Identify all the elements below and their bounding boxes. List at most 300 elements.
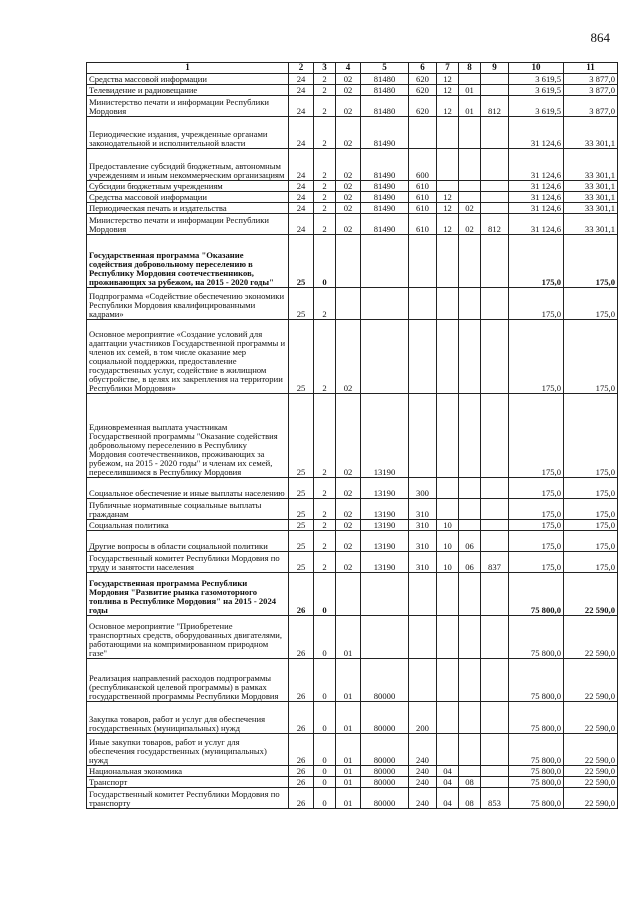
budget-table [86, 62, 618, 809]
table-cell: 25 [289, 531, 314, 552]
table-cell: 24 [289, 74, 314, 85]
table-cell [481, 734, 509, 766]
column-header-2: 2 [289, 63, 314, 74]
table-cell: 81490 [361, 214, 409, 235]
row-name-cell: Основное мероприятие "Приобретение транспортных средств, оборудованных двигателями, работающими на компримированном природном газе" [87, 616, 289, 659]
table-cell: 837 [481, 552, 509, 573]
row-name-cell: Государственный комитет Республики Мордовия по транспорту [87, 788, 289, 809]
row-name-cell: Транспорт [87, 777, 289, 788]
table-row [87, 192, 618, 203]
table-cell: 13190 [361, 531, 409, 552]
row-name-cell: Средства массовой информации [87, 192, 289, 203]
table-row [87, 74, 618, 85]
table-cell: 75 800,0 [509, 788, 564, 809]
table-cell [409, 573, 437, 616]
table-cell: 12 [437, 192, 459, 203]
table-cell: 0 [314, 734, 336, 766]
table-cell [459, 74, 481, 85]
table-cell [437, 394, 459, 478]
table-cell: 01 [336, 616, 361, 659]
row-name-cell: Реализация направлений расходов подпрограммы (республиканской целевой программы) в рамках государственной программы Республики Мордовия [87, 659, 289, 702]
table-row [87, 394, 618, 478]
table-cell [409, 616, 437, 659]
table-cell: 31 124,6 [509, 214, 564, 235]
table-cell: 175,0 [564, 320, 618, 394]
table-cell: 812 [481, 214, 509, 235]
table-cell: 310 [409, 531, 437, 552]
table-cell: 81490 [361, 203, 409, 214]
table-cell [481, 149, 509, 181]
table-cell: 2 [314, 552, 336, 573]
table-cell: 0 [314, 777, 336, 788]
row-name-cell: Предоставление субсидий бюджетным, автономным учреждениям и иным некоммерческим организациям [87, 149, 289, 181]
table-cell: 33 301,1 [564, 214, 618, 235]
table-cell: 08 [459, 788, 481, 809]
table-cell: 22 590,0 [564, 659, 618, 702]
table-cell: 13190 [361, 394, 409, 478]
table-cell: 25 [289, 394, 314, 478]
table-cell [437, 181, 459, 192]
table-cell: 0 [314, 766, 336, 777]
table-cell: 24 [289, 203, 314, 214]
table-cell: 175,0 [509, 478, 564, 499]
table-cell: 75 800,0 [509, 766, 564, 777]
table-cell: 3 619,5 [509, 74, 564, 85]
table-cell [409, 394, 437, 478]
table-cell [481, 766, 509, 777]
table-row [87, 181, 618, 192]
table-cell: 81480 [361, 96, 409, 117]
table-cell: 25 [289, 552, 314, 573]
table-cell [481, 531, 509, 552]
table-cell: 22 590,0 [564, 766, 618, 777]
table-cell: 600 [409, 149, 437, 181]
table-cell [459, 394, 481, 478]
table-cell [437, 573, 459, 616]
table-cell: 75 800,0 [509, 659, 564, 702]
table-cell: 0 [314, 702, 336, 734]
column-header-10: 10 [509, 63, 564, 74]
table-cell: 200 [409, 702, 437, 734]
table-cell: 0 [314, 659, 336, 702]
table-cell [459, 520, 481, 531]
column-header-1: 1 [87, 63, 289, 74]
table-cell: 2 [314, 74, 336, 85]
row-name-cell: Телевидение и радиовещание [87, 85, 289, 96]
table-cell: 10 [437, 531, 459, 552]
table-cell: 175,0 [509, 235, 564, 288]
table-cell: 01 [336, 788, 361, 809]
table-cell: 300 [409, 478, 437, 499]
table-cell: 26 [289, 788, 314, 809]
table-cell [459, 766, 481, 777]
table-row [87, 552, 618, 573]
table-cell: 81490 [361, 117, 409, 149]
table-cell: 24 [289, 214, 314, 235]
table-cell: 10 [437, 520, 459, 531]
table-cell [409, 288, 437, 320]
table-cell [437, 149, 459, 181]
table-cell: 22 590,0 [564, 616, 618, 659]
table-cell: 2 [314, 181, 336, 192]
table-cell: 33 301,1 [564, 117, 618, 149]
table-cell [361, 320, 409, 394]
table-cell: 3 619,5 [509, 85, 564, 96]
column-header-5: 5 [361, 63, 409, 74]
table-row [87, 320, 618, 394]
table-row [87, 531, 618, 552]
table-cell [437, 117, 459, 149]
table-cell: 310 [409, 520, 437, 531]
table-cell: 12 [437, 203, 459, 214]
table-row [87, 235, 618, 288]
table-cell: 31 124,6 [509, 181, 564, 192]
table-cell: 12 [437, 214, 459, 235]
table-cell: 01 [336, 777, 361, 788]
table-cell: 812 [481, 96, 509, 117]
table-cell [459, 192, 481, 203]
table-cell: 240 [409, 766, 437, 777]
table-cell: 01 [459, 85, 481, 96]
table-cell: 75 800,0 [509, 702, 564, 734]
table-cell: 13190 [361, 552, 409, 573]
table-cell: 25 [289, 499, 314, 520]
table-row [87, 659, 618, 702]
table-cell: 610 [409, 214, 437, 235]
row-name-cell: Социальная политика [87, 520, 289, 531]
table-cell: 80000 [361, 702, 409, 734]
table-cell: 240 [409, 788, 437, 809]
table-cell [361, 616, 409, 659]
table-cell: 80000 [361, 734, 409, 766]
table-cell [481, 616, 509, 659]
column-header-8: 8 [459, 63, 481, 74]
table-cell: 80000 [361, 659, 409, 702]
table-cell: 08 [459, 777, 481, 788]
column-header-9: 9 [481, 63, 509, 74]
table-cell [481, 520, 509, 531]
table-cell: 81490 [361, 181, 409, 192]
table-cell: 175,0 [509, 320, 564, 394]
table-cell: 2 [314, 531, 336, 552]
table-cell: 25 [289, 235, 314, 288]
table-cell: 2 [314, 96, 336, 117]
table-cell: 02 [336, 520, 361, 531]
table-cell [437, 616, 459, 659]
table-cell: 240 [409, 734, 437, 766]
row-name-cell: Социальное обеспечение и иные выплаты населению [87, 478, 289, 499]
table-cell: 175,0 [564, 499, 618, 520]
row-name-cell: Закупка товаров, работ и услуг для обеспечения государственных (муниципальных) нужд [87, 702, 289, 734]
row-name-cell: Государственная программа "Оказание содействия добровольному переселению в Республику Мордовия соотечественников, проживающих за рубежом, на 2015 - 2020 годы" [87, 235, 289, 288]
table-cell: 610 [409, 192, 437, 203]
table-cell: 02 [336, 192, 361, 203]
table-cell: 80000 [361, 777, 409, 788]
table-cell: 2 [314, 214, 336, 235]
table-cell: 175,0 [564, 478, 618, 499]
table-cell: 02 [336, 74, 361, 85]
table-cell: 24 [289, 85, 314, 96]
table-cell: 610 [409, 203, 437, 214]
table-cell: 175,0 [509, 288, 564, 320]
table-cell: 620 [409, 96, 437, 117]
table-cell: 2 [314, 394, 336, 478]
table-cell: 2 [314, 520, 336, 531]
table-row [87, 214, 618, 235]
table-cell [459, 659, 481, 702]
table-cell: 3 619,5 [509, 96, 564, 117]
table-cell: 02 [336, 214, 361, 235]
table-cell: 02 [336, 203, 361, 214]
table-cell: 02 [459, 214, 481, 235]
table-cell: 12 [437, 85, 459, 96]
table-cell [361, 288, 409, 320]
table-cell: 02 [336, 499, 361, 520]
table-cell: 01 [459, 96, 481, 117]
column-header-11: 11 [564, 63, 618, 74]
row-name-cell: Министерство печати и информации Республики Мордовия [87, 96, 289, 117]
table-cell: 31 124,6 [509, 203, 564, 214]
row-name-cell: Периодическая печать и издательства [87, 203, 289, 214]
table-cell: 33 301,1 [564, 181, 618, 192]
table-cell: 26 [289, 573, 314, 616]
table-cell: 13190 [361, 478, 409, 499]
table-cell [459, 117, 481, 149]
table-cell [437, 659, 459, 702]
column-header-4: 4 [336, 63, 361, 74]
table-cell: 80000 [361, 766, 409, 777]
table-cell: 240 [409, 777, 437, 788]
table-cell: 175,0 [564, 235, 618, 288]
table-cell: 02 [336, 117, 361, 149]
table-cell: 33 301,1 [564, 203, 618, 214]
table-cell: 175,0 [509, 531, 564, 552]
table-cell [437, 235, 459, 288]
row-name-cell: Министерство печати и информации Республики Мордовия [87, 214, 289, 235]
table-cell: 175,0 [564, 288, 618, 320]
table-cell: 06 [459, 531, 481, 552]
table-cell: 13190 [361, 499, 409, 520]
table-row [87, 777, 618, 788]
table-cell: 22 590,0 [564, 777, 618, 788]
table-cell [459, 734, 481, 766]
table-cell [409, 117, 437, 149]
row-name-cell: Основное мероприятие «Создание условий для адаптации участников Государственной программы и членов их семей, в том числе оказание мер социальной поддержки, предоставление государственных услуг, содействие в жилищном обустройстве, в целях их закрепления на территории Республики Мордовия» [87, 320, 289, 394]
table-cell: 620 [409, 85, 437, 96]
table-cell: 2 [314, 478, 336, 499]
table-cell [361, 235, 409, 288]
table-cell [409, 659, 437, 702]
table-row [87, 573, 618, 616]
table-row [87, 702, 618, 734]
table-cell: 175,0 [564, 394, 618, 478]
table-cell: 25 [289, 320, 314, 394]
table-cell: 12 [437, 74, 459, 85]
row-name-cell: Публичные нормативные социальные выплаты гражданам [87, 499, 289, 520]
table-cell [437, 734, 459, 766]
table-cell: 04 [437, 766, 459, 777]
table-cell [481, 320, 509, 394]
table-cell [459, 573, 481, 616]
table-cell: 26 [289, 659, 314, 702]
table-cell [481, 702, 509, 734]
table-cell: 310 [409, 552, 437, 573]
table-cell: 620 [409, 74, 437, 85]
table-cell: 0 [314, 788, 336, 809]
table-cell [481, 777, 509, 788]
table-cell: 81490 [361, 149, 409, 181]
row-name-cell: Иные закупки товаров, работ и услуг для обеспечения государственных (муниципальных) нужд [87, 734, 289, 766]
table-cell [459, 320, 481, 394]
table-cell [437, 320, 459, 394]
table-cell [481, 288, 509, 320]
table-cell [437, 288, 459, 320]
table-cell [459, 288, 481, 320]
table-row [87, 85, 618, 96]
table-cell: 01 [336, 702, 361, 734]
table-cell: 75 800,0 [509, 734, 564, 766]
table-cell: 310 [409, 499, 437, 520]
table-cell: 02 [336, 552, 361, 573]
table-cell: 02 [336, 320, 361, 394]
table-cell [437, 499, 459, 520]
column-header-3: 3 [314, 63, 336, 74]
table-cell [459, 478, 481, 499]
table-cell: 01 [336, 766, 361, 777]
table-row [87, 616, 618, 659]
table-cell: 01 [336, 734, 361, 766]
table-cell: 25 [289, 520, 314, 531]
table-body [87, 74, 618, 809]
table-cell [481, 74, 509, 85]
table-cell [481, 117, 509, 149]
row-name-cell: Государственный комитет Республики Мордовия по труду и занятости населения [87, 552, 289, 573]
table-cell [481, 394, 509, 478]
table-cell: 24 [289, 192, 314, 203]
table-cell [481, 181, 509, 192]
table-cell [459, 235, 481, 288]
table-cell: 26 [289, 766, 314, 777]
table-row [87, 149, 618, 181]
table-cell [481, 192, 509, 203]
table-cell: 75 800,0 [509, 616, 564, 659]
table-cell: 175,0 [509, 394, 564, 478]
table-cell: 175,0 [509, 552, 564, 573]
table-cell: 75 800,0 [509, 573, 564, 616]
table-cell: 75 800,0 [509, 777, 564, 788]
row-name-cell: Периодические издания, учрежденные органами законодательной и исполнительной власти [87, 117, 289, 149]
table-cell: 31 124,6 [509, 192, 564, 203]
table-cell: 175,0 [564, 552, 618, 573]
table-cell [481, 573, 509, 616]
table-cell: 24 [289, 117, 314, 149]
table-cell: 01 [336, 659, 361, 702]
column-header-7: 7 [437, 63, 459, 74]
table-cell: 81490 [361, 192, 409, 203]
table-row [87, 478, 618, 499]
table-cell [459, 181, 481, 192]
table-row [87, 203, 618, 214]
table-cell [437, 702, 459, 734]
table-cell: 0 [314, 616, 336, 659]
table-cell: 26 [289, 702, 314, 734]
table-cell: 13190 [361, 520, 409, 531]
table-cell: 33 301,1 [564, 192, 618, 203]
row-name-cell: Национальная экономика [87, 766, 289, 777]
table-cell: 22 590,0 [564, 702, 618, 734]
table-cell: 02 [336, 478, 361, 499]
table-cell: 33 301,1 [564, 149, 618, 181]
table-cell [481, 85, 509, 96]
table-cell [481, 499, 509, 520]
table-cell: 02 [336, 85, 361, 96]
table-header-row [87, 63, 618, 74]
table-cell: 24 [289, 149, 314, 181]
row-name-cell: Подпрограмма «Содействие обеспечению экономики Республики Мордовия квалифицированными кадрами» [87, 288, 289, 320]
table-cell: 31 124,6 [509, 149, 564, 181]
row-name-cell: Субсидии бюджетным учреждениям [87, 181, 289, 192]
table-row [87, 788, 618, 809]
table-cell: 22 590,0 [564, 734, 618, 766]
table-cell: 175,0 [564, 531, 618, 552]
table-cell: 31 124,6 [509, 117, 564, 149]
table-cell: 26 [289, 777, 314, 788]
table-row [87, 288, 618, 320]
table-cell: 10 [437, 552, 459, 573]
table-cell [409, 235, 437, 288]
table-cell: 0 [314, 235, 336, 288]
table-cell: 06 [459, 552, 481, 573]
table-cell [481, 235, 509, 288]
table-cell: 0 [314, 573, 336, 616]
table-cell: 25 [289, 478, 314, 499]
table-cell: 81480 [361, 85, 409, 96]
table-cell: 22 590,0 [564, 788, 618, 809]
table-cell: 02 [336, 181, 361, 192]
table-cell: 2 [314, 149, 336, 181]
table-cell: 3 877,0 [564, 74, 618, 85]
table-row [87, 766, 618, 777]
table-cell: 26 [289, 616, 314, 659]
table-cell: 02 [336, 149, 361, 181]
row-name-cell: Единовременная выплата участникам Государственной программы "Оказание содействия добровольному переселению в Республику Мордовия соотечественников, проживающих за рубежом, на 2015 - 2020 годы" и членам их семей, переселившимся в Республику Мордовия [87, 394, 289, 478]
table-cell: 2 [314, 320, 336, 394]
table-cell [459, 616, 481, 659]
table-cell: 2 [314, 192, 336, 203]
table-row [87, 499, 618, 520]
row-name-cell: Государственная программа Республики Мордовия "Развитие рынка газомоторного топлива в Республике Мордовия" на 2015 - 2024 годы [87, 573, 289, 616]
table-cell [437, 478, 459, 499]
table-cell: 26 [289, 734, 314, 766]
table-cell: 2 [314, 85, 336, 96]
table-cell: 24 [289, 181, 314, 192]
table-cell: 610 [409, 181, 437, 192]
table-row [87, 520, 618, 531]
table-cell: 24 [289, 96, 314, 117]
table-cell [459, 702, 481, 734]
table-cell: 81480 [361, 74, 409, 85]
table-cell: 175,0 [509, 520, 564, 531]
table-cell: 3 877,0 [564, 96, 618, 117]
row-name-cell: Другие вопросы в области социальной политики [87, 531, 289, 552]
table-row [87, 96, 618, 117]
table-cell: 02 [336, 96, 361, 117]
table-cell [336, 573, 361, 616]
column-header-6: 6 [409, 63, 437, 74]
table-cell: 2 [314, 499, 336, 520]
table-cell: 853 [481, 788, 509, 809]
table-cell: 02 [459, 203, 481, 214]
